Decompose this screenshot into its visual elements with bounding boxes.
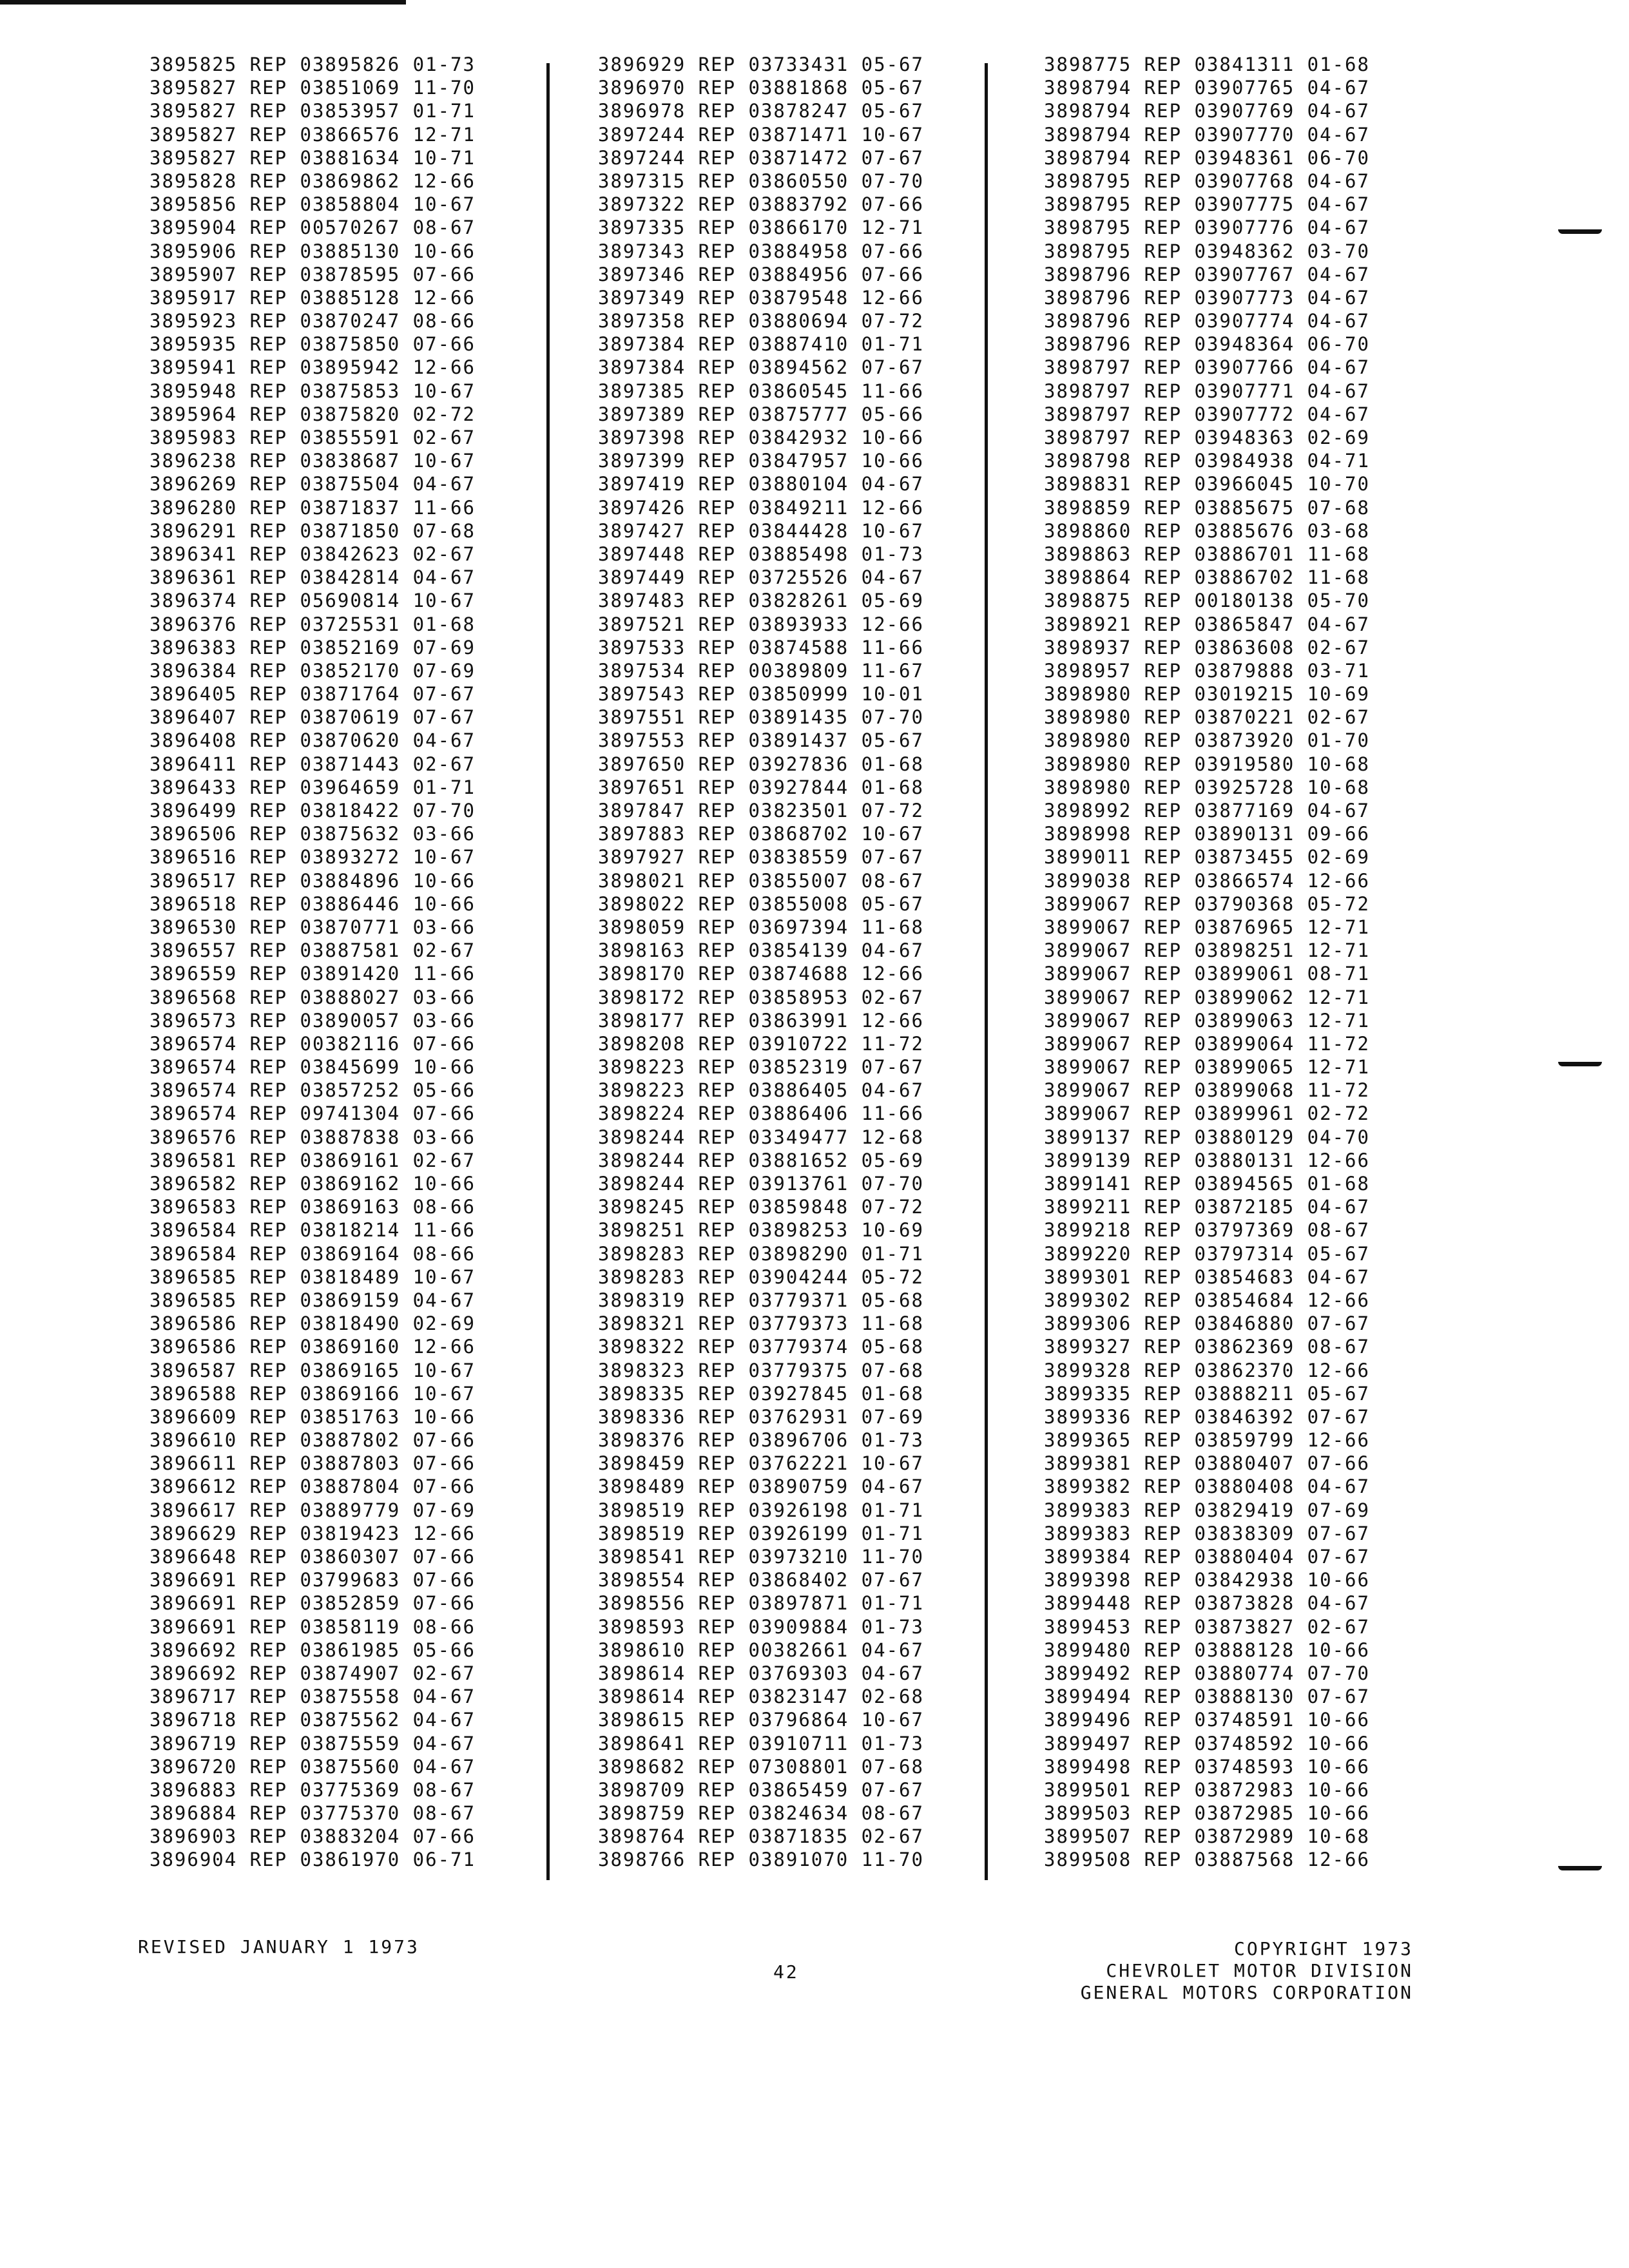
list-item: 3898796 REP 03907774 04-67 [1044, 310, 1370, 332]
list-item: 3899211 REP 03872185 04-67 [1044, 1196, 1370, 1218]
list-item: 3898322 REP 03779374 05-68 [598, 1336, 924, 1358]
list-item: 3898163 REP 03854139 04-67 [598, 939, 924, 962]
list-item: 3898797 REP 03948363 02-69 [1044, 427, 1370, 448]
list-item: 3897385 REP 03860545 11-66 [598, 380, 924, 402]
list-item: 3899067 REP 03899068 11-72 [1044, 1079, 1370, 1102]
list-item: 3899507 REP 03872989 10-68 [1044, 1825, 1370, 1848]
list-item: 3895907 REP 03878595 07-66 [149, 263, 476, 285]
list-item: 3899398 REP 03842938 10-66 [1044, 1569, 1370, 1591]
list-item: 3898764 REP 03871835 02-67 [598, 1825, 924, 1848]
page-number: 42 [773, 1961, 799, 1983]
corporation-line: GENERAL MOTORS CORPORATION [1080, 1982, 1413, 2003]
list-item: 3896978 REP 03878247 05-67 [598, 100, 924, 122]
list-item: 3897335 REP 03866170 12-71 [598, 216, 924, 239]
list-item: 3896568 REP 03888027 03-66 [149, 986, 476, 1008]
list-item: 3898615 REP 03796864 10-67 [598, 1709, 924, 1731]
list-item: 3897448 REP 03885498 01-73 [598, 543, 924, 565]
list-item: 3897553 REP 03891437 05-67 [598, 729, 924, 752]
list-item: 3898614 REP 03769303 04-67 [598, 1662, 924, 1684]
list-item: 3896582 REP 03869162 10-66 [149, 1173, 476, 1195]
list-item: 3898794 REP 03907769 04-67 [1044, 100, 1370, 122]
list-item: 3897315 REP 03860550 07-70 [598, 169, 924, 192]
list-item: 3898376 REP 03896706 01-73 [598, 1429, 924, 1452]
list-item: 3897426 REP 03849211 12-66 [598, 496, 924, 519]
list-item: 3898795 REP 03907768 04-67 [1044, 169, 1370, 192]
list-item: 3898541 REP 03973210 11-70 [598, 1546, 924, 1568]
list-item: 3898323 REP 03779375 07-68 [598, 1359, 924, 1381]
list-item: 3897427 REP 03844428 10-67 [598, 519, 924, 542]
list-item: 3899335 REP 03888211 05-67 [1044, 1382, 1370, 1405]
list-item: 3898519 REP 03926198 01-71 [598, 1499, 924, 1521]
list-item: 3896583 REP 03869163 08-66 [149, 1196, 476, 1218]
list-item: 3898489 REP 03890759 04-67 [598, 1475, 924, 1498]
list-item: 3896718 REP 03875562 04-67 [149, 1709, 476, 1731]
list-item: 3896691 REP 03858119 08-66 [149, 1615, 476, 1638]
list-item: 3898957 REP 03879888 03-71 [1044, 659, 1370, 682]
list-item: 3898796 REP 03907767 04-67 [1044, 263, 1370, 285]
list-item: 3899218 REP 03797369 08-67 [1044, 1219, 1370, 1242]
list-item: 3897847 REP 03823501 07-72 [598, 800, 924, 822]
list-item: 3899301 REP 03854683 04-67 [1044, 1265, 1370, 1288]
list-item: 3896383 REP 03852169 07-69 [149, 636, 476, 658]
list-item: 3895923 REP 03870247 08-66 [149, 310, 476, 332]
list-item: 3896904 REP 03861970 06-71 [149, 1849, 476, 1871]
list-item: 3899501 REP 03872983 10-66 [1044, 1778, 1370, 1801]
list-item: 3898709 REP 03865459 07-67 [598, 1778, 924, 1801]
top-rule [0, 0, 406, 5]
edge-mark [1558, 229, 1602, 234]
list-item: 3898766 REP 03891070 11-70 [598, 1849, 924, 1871]
list-item: 3898519 REP 03926199 01-71 [598, 1522, 924, 1544]
list-item: 3899453 REP 03873827 02-67 [1044, 1615, 1370, 1638]
list-item: 3899137 REP 03880129 04-70 [1044, 1126, 1370, 1148]
list-item: 3898335 REP 03927845 01-68 [598, 1382, 924, 1405]
list-item: 3896269 REP 03875504 04-67 [149, 473, 476, 495]
list-item: 3896584 REP 03818214 11-66 [149, 1219, 476, 1242]
list-item: 3896574 REP 03857252 05-66 [149, 1079, 476, 1102]
list-item: 3899067 REP 03899062 12-71 [1044, 986, 1370, 1008]
list-item: 3896408 REP 03870620 04-67 [149, 729, 476, 752]
list-item: 3895827 REP 03851069 11-70 [149, 77, 476, 99]
list-item: 3898797 REP 03907771 04-67 [1044, 380, 1370, 402]
list-item: 3898283 REP 03898290 01-71 [598, 1242, 924, 1265]
list-item: 3896692 REP 03861985 05-66 [149, 1639, 476, 1661]
list-item: 3896516 REP 03893272 10-67 [149, 846, 476, 869]
list-item: 3896576 REP 03887838 03-66 [149, 1126, 476, 1148]
list-item: 3899384 REP 03880404 07-67 [1044, 1546, 1370, 1568]
list-item: 3895964 REP 03875820 02-72 [149, 403, 476, 425]
list-item: 3899220 REP 03797314 05-67 [1044, 1242, 1370, 1265]
list-item: 3896883 REP 03775369 08-67 [149, 1778, 476, 1801]
list-item: 3896530 REP 03870771 03-66 [149, 916, 476, 938]
list-item: 3898980 REP 03019215 10-69 [1044, 683, 1370, 706]
list-item: 3899067 REP 03899064 11-72 [1044, 1032, 1370, 1055]
list-item: 3897449 REP 03725526 04-67 [598, 566, 924, 589]
list-item: 3896384 REP 03852170 07-69 [149, 659, 476, 682]
list-item: 3896929 REP 03733431 05-67 [598, 53, 924, 75]
list-item: 3895935 REP 03875850 07-66 [149, 333, 476, 356]
list-item: 3898795 REP 03948362 03-70 [1044, 240, 1370, 262]
list-item: 3898022 REP 03855008 05-67 [598, 892, 924, 915]
list-item: 3898794 REP 03907770 04-67 [1044, 123, 1370, 146]
list-item: 3898794 REP 03907765 04-67 [1044, 77, 1370, 99]
list-item: 3898980 REP 03919580 10-68 [1044, 753, 1370, 775]
list-item: 3896585 REP 03869159 04-67 [149, 1289, 476, 1311]
list-item: 3898610 REP 00382661 04-67 [598, 1639, 924, 1661]
list-item: 3896573 REP 03890057 03-66 [149, 1009, 476, 1032]
list-item: 3898759 REP 03824634 08-67 [598, 1802, 924, 1825]
list-item: 3898059 REP 03697394 11-68 [598, 916, 924, 938]
list-item: 3896970 REP 03881868 05-67 [598, 77, 924, 99]
list-item: 3897534 REP 00389809 11-67 [598, 659, 924, 682]
list-item: 3899503 REP 03872985 10-66 [1044, 1802, 1370, 1825]
column-1 [149, 53, 476, 1872]
list-item: 3896717 REP 03875558 04-67 [149, 1686, 476, 1708]
list-item: 3898980 REP 03870221 02-67 [1044, 706, 1370, 729]
list-item: 3898864 REP 03886702 11-68 [1044, 566, 1370, 589]
list-item: 3896720 REP 03875560 04-67 [149, 1755, 476, 1778]
list-item: 3899365 REP 03859799 12-66 [1044, 1429, 1370, 1452]
list-item: 3896629 REP 03819423 12-66 [149, 1522, 476, 1544]
list-item: 3896574 REP 09741304 07-66 [149, 1102, 476, 1125]
list-item: 3899067 REP 03899961 02-72 [1044, 1102, 1370, 1125]
list-item: 3896506 REP 03875632 03-66 [149, 823, 476, 845]
list-item: 3896517 REP 03884896 10-66 [149, 869, 476, 892]
list-item: 3898319 REP 03779371 05-68 [598, 1289, 924, 1311]
column-divider-2 [985, 63, 988, 1880]
list-item: 3899067 REP 03899061 08-71 [1044, 963, 1370, 985]
list-item: 3895983 REP 03855591 02-67 [149, 427, 476, 448]
edge-mark [1558, 1866, 1602, 1870]
column-divider-1 [546, 63, 550, 1880]
list-item: 3896374 REP 05690814 10-67 [149, 590, 476, 612]
list-item: 3899480 REP 03888128 10-66 [1044, 1639, 1370, 1661]
list-item: 3896611 REP 03887803 07-66 [149, 1452, 476, 1475]
list-item: 3895941 REP 03895942 12-66 [149, 356, 476, 379]
list-item: 3898244 REP 03881652 05-69 [598, 1149, 924, 1171]
division-line: CHEVROLET MOTOR DIVISION [1106, 1960, 1413, 1981]
list-item: 3898641 REP 03910711 01-73 [598, 1732, 924, 1754]
list-item: 3895825 REP 03895826 01-73 [149, 53, 476, 75]
list-item: 3899492 REP 03880774 07-70 [1044, 1662, 1370, 1684]
list-item: 3896341 REP 03842623 02-67 [149, 543, 476, 565]
list-item: 3895906 REP 03885130 10-66 [149, 240, 476, 262]
list-item: 3899336 REP 03846392 07-67 [1044, 1405, 1370, 1428]
list-item: 3896612 REP 03887804 07-66 [149, 1475, 476, 1498]
list-item: 3899302 REP 03854684 12-66 [1044, 1289, 1370, 1311]
list-item: 3899067 REP 03876965 12-71 [1044, 916, 1370, 938]
list-item: 3898795 REP 03907775 04-67 [1044, 193, 1370, 216]
list-item: 3897521 REP 03893933 12-66 [598, 613, 924, 635]
list-item: 3897419 REP 03880104 04-67 [598, 473, 924, 495]
list-item: 3898775 REP 03841311 01-68 [1044, 53, 1370, 75]
revised-date: REVISED JANUARY 1 1973 [138, 1936, 419, 1957]
list-item: 3897384 REP 03887410 01-71 [598, 333, 924, 356]
list-item: 3898245 REP 03859848 07-72 [598, 1196, 924, 1218]
list-item: 3896584 REP 03869164 08-66 [149, 1242, 476, 1265]
list-item: 3899139 REP 03880131 12-66 [1044, 1149, 1370, 1171]
list-item: 3896586 REP 03818490 02-69 [149, 1312, 476, 1335]
list-item: 3898980 REP 03925728 10-68 [1044, 776, 1370, 798]
list-item: 3898682 REP 07308801 07-68 [598, 1755, 924, 1778]
list-item: 3898860 REP 03885676 03-68 [1044, 519, 1370, 542]
list-item: 3896499 REP 03818422 07-70 [149, 800, 476, 822]
list-item: 3897244 REP 03871472 07-67 [598, 146, 924, 169]
list-item: 3895827 REP 03881634 10-71 [149, 146, 476, 169]
list-item: 3898224 REP 03886406 11-66 [598, 1102, 924, 1125]
list-item: 3896574 REP 03845699 10-66 [149, 1056, 476, 1079]
list-item: 3897650 REP 03927836 01-68 [598, 753, 924, 775]
list-item: 3897244 REP 03871471 10-67 [598, 123, 924, 146]
list-item: 3898593 REP 03909884 01-73 [598, 1615, 924, 1638]
list-item: 3898556 REP 03897871 01-71 [598, 1592, 924, 1615]
list-item: 3898251 REP 03898253 10-69 [598, 1219, 924, 1242]
copyright-line: COPYRIGHT 1973 [1233, 1938, 1413, 1959]
list-item: 3899306 REP 03846880 07-67 [1044, 1312, 1370, 1335]
list-item: 3898921 REP 03865847 04-67 [1044, 613, 1370, 635]
list-item: 3898554 REP 03868402 07-67 [598, 1569, 924, 1591]
list-item: 3896280 REP 03871837 11-66 [149, 496, 476, 519]
list-item: 3899328 REP 03862370 12-66 [1044, 1359, 1370, 1381]
column-3 [1044, 53, 1370, 1872]
list-item: 3898875 REP 00180138 05-70 [1044, 590, 1370, 612]
list-item: 3899494 REP 03888130 07-67 [1044, 1686, 1370, 1708]
list-item: 3898980 REP 03873920 01-70 [1044, 729, 1370, 752]
list-item: 3899498 REP 03748593 10-66 [1044, 1755, 1370, 1778]
list-item: 3898796 REP 03907773 04-67 [1044, 286, 1370, 309]
list-item: 3899496 REP 03748591 10-66 [1044, 1709, 1370, 1731]
list-item: 3898244 REP 03349477 12-68 [598, 1126, 924, 1148]
list-item: 3896903 REP 03883204 07-66 [149, 1825, 476, 1848]
list-item: 3896691 REP 03852859 07-66 [149, 1592, 476, 1615]
list-item: 3896376 REP 03725531 01-68 [149, 613, 476, 635]
list-item: 3899383 REP 03838309 07-67 [1044, 1522, 1370, 1544]
list-item: 3896610 REP 03887802 07-66 [149, 1429, 476, 1452]
list-item: 3898794 REP 03948361 06-70 [1044, 146, 1370, 169]
list-item: 3898244 REP 03913761 07-70 [598, 1173, 924, 1195]
list-item: 3899067 REP 03898251 12-71 [1044, 939, 1370, 962]
list-item: 3897883 REP 03868702 10-67 [598, 823, 924, 845]
list-item: 3897389 REP 03875777 05-66 [598, 403, 924, 425]
list-item: 3899067 REP 03899063 12-71 [1044, 1009, 1370, 1032]
list-item: 3896586 REP 03869160 12-66 [149, 1336, 476, 1358]
list-item: 3898795 REP 03907776 04-67 [1044, 216, 1370, 239]
list-item: 3896405 REP 03871764 07-67 [149, 683, 476, 706]
list-item: 3895904 REP 00570267 08-67 [149, 216, 476, 239]
list-item: 3896433 REP 03964659 01-71 [149, 776, 476, 798]
list-item: 3897651 REP 03927844 01-68 [598, 776, 924, 798]
edge-mark [1558, 1062, 1602, 1066]
list-item: 3896884 REP 03775370 08-67 [149, 1802, 476, 1825]
list-item: 3896692 REP 03874907 02-67 [149, 1662, 476, 1684]
list-item: 3898021 REP 03855007 08-67 [598, 869, 924, 892]
list-item: 3899067 REP 03899065 12-71 [1044, 1056, 1370, 1079]
list-item: 3898208 REP 03910722 11-72 [598, 1032, 924, 1055]
list-item: 3898797 REP 03907772 04-67 [1044, 403, 1370, 425]
list-item: 3895827 REP 03853957 01-71 [149, 100, 476, 122]
list-item: 3898937 REP 03863608 02-67 [1044, 636, 1370, 658]
list-item: 3896648 REP 03860307 07-66 [149, 1546, 476, 1568]
list-item: 3898797 REP 03907766 04-67 [1044, 356, 1370, 379]
list-item: 3898223 REP 03852319 07-67 [598, 1056, 924, 1079]
list-item: 3896585 REP 03818489 10-67 [149, 1265, 476, 1288]
list-item: 3896238 REP 03838687 10-67 [149, 450, 476, 472]
list-item: 3896407 REP 03870619 07-67 [149, 706, 476, 729]
list-item: 3898614 REP 03823147 02-68 [598, 1686, 924, 1708]
list-item: 3897551 REP 03891435 07-70 [598, 706, 924, 729]
list-item: 3898336 REP 03762931 07-69 [598, 1405, 924, 1428]
list-item: 3895948 REP 03875853 10-67 [149, 380, 476, 402]
list-item: 3898283 REP 03904244 05-72 [598, 1265, 924, 1288]
list-item: 3896557 REP 03887581 02-67 [149, 939, 476, 962]
list-item: 3898796 REP 03948364 06-70 [1044, 333, 1370, 356]
list-item: 3899141 REP 03894565 01-68 [1044, 1173, 1370, 1195]
list-item: 3895917 REP 03885128 12-66 [149, 286, 476, 309]
list-item: 3898992 REP 03877169 04-67 [1044, 800, 1370, 822]
list-item: 3899497 REP 03748592 10-66 [1044, 1732, 1370, 1754]
list-item: 3899038 REP 03866574 12-66 [1044, 869, 1370, 892]
list-item: 3897543 REP 03850999 10-01 [598, 683, 924, 706]
list-item: 3898798 REP 03984938 04-71 [1044, 450, 1370, 472]
list-item: 3896691 REP 03799683 07-66 [149, 1569, 476, 1591]
list-item: 3896291 REP 03871850 07-68 [149, 519, 476, 542]
list-item: 3896609 REP 03851763 10-66 [149, 1405, 476, 1428]
list-item: 3896588 REP 03869166 10-67 [149, 1382, 476, 1405]
list-item: 3896587 REP 03869165 10-67 [149, 1359, 476, 1381]
list-item: 3899067 REP 03790368 05-72 [1044, 892, 1370, 915]
list-item: 3897398 REP 03842932 10-66 [598, 427, 924, 448]
list-item: 3897399 REP 03847957 10-66 [598, 450, 924, 472]
list-item: 3896581 REP 03869161 02-67 [149, 1149, 476, 1171]
list-item: 3898859 REP 03885675 07-68 [1044, 496, 1370, 519]
list-item: 3896559 REP 03891420 11-66 [149, 963, 476, 985]
list-item: 3897927 REP 03838559 07-67 [598, 846, 924, 869]
list-item: 3896719 REP 03875559 04-67 [149, 1732, 476, 1754]
list-item: 3899448 REP 03873828 04-67 [1044, 1592, 1370, 1615]
list-item: 3899327 REP 03862369 08-67 [1044, 1336, 1370, 1358]
list-item: 3898998 REP 03890131 09-66 [1044, 823, 1370, 845]
list-item: 3899011 REP 03873455 02-69 [1044, 846, 1370, 869]
list-item: 3898863 REP 03886701 11-68 [1044, 543, 1370, 565]
list-item: 3898321 REP 03779373 11-68 [598, 1312, 924, 1335]
list-item: 3899382 REP 03880408 04-67 [1044, 1475, 1370, 1498]
list-item: 3896411 REP 03871443 02-67 [149, 753, 476, 775]
list-item: 3897346 REP 03884956 07-66 [598, 263, 924, 285]
list-item: 3897483 REP 03828261 05-69 [598, 590, 924, 612]
list-item: 3897343 REP 03884958 07-66 [598, 240, 924, 262]
list-item: 3897358 REP 03880694 07-72 [598, 310, 924, 332]
list-item: 3898831 REP 03966045 10-70 [1044, 473, 1370, 495]
list-item: 3895856 REP 03858804 10-67 [149, 193, 476, 216]
list-item: 3898172 REP 03858953 02-67 [598, 986, 924, 1008]
list-item: 3898170 REP 03874688 12-66 [598, 963, 924, 985]
list-item: 3899383 REP 03829419 07-69 [1044, 1499, 1370, 1521]
list-item: 3897533 REP 03874588 11-66 [598, 636, 924, 658]
list-item: 3896574 REP 00382116 07-66 [149, 1032, 476, 1055]
list-item: 3897349 REP 03879548 12-66 [598, 286, 924, 309]
list-item: 3897322 REP 03883792 07-66 [598, 193, 924, 216]
list-item: 3898223 REP 03886405 04-67 [598, 1079, 924, 1102]
list-item: 3896518 REP 03886446 10-66 [149, 892, 476, 915]
list-item: 3895827 REP 03866576 12-71 [149, 123, 476, 146]
list-item: 3895828 REP 03869862 12-66 [149, 169, 476, 192]
list-item: 3899381 REP 03880407 07-66 [1044, 1452, 1370, 1475]
list-item: 3899508 REP 03887568 12-66 [1044, 1849, 1370, 1871]
list-item: 3896617 REP 03889779 07-69 [149, 1499, 476, 1521]
list-item: 3898459 REP 03762221 10-67 [598, 1452, 924, 1475]
list-item: 3896361 REP 03842814 04-67 [149, 566, 476, 589]
list-item: 3897384 REP 03894562 07-67 [598, 356, 924, 379]
list-item: 3898177 REP 03863991 12-66 [598, 1009, 924, 1032]
column-2 [598, 53, 924, 1872]
